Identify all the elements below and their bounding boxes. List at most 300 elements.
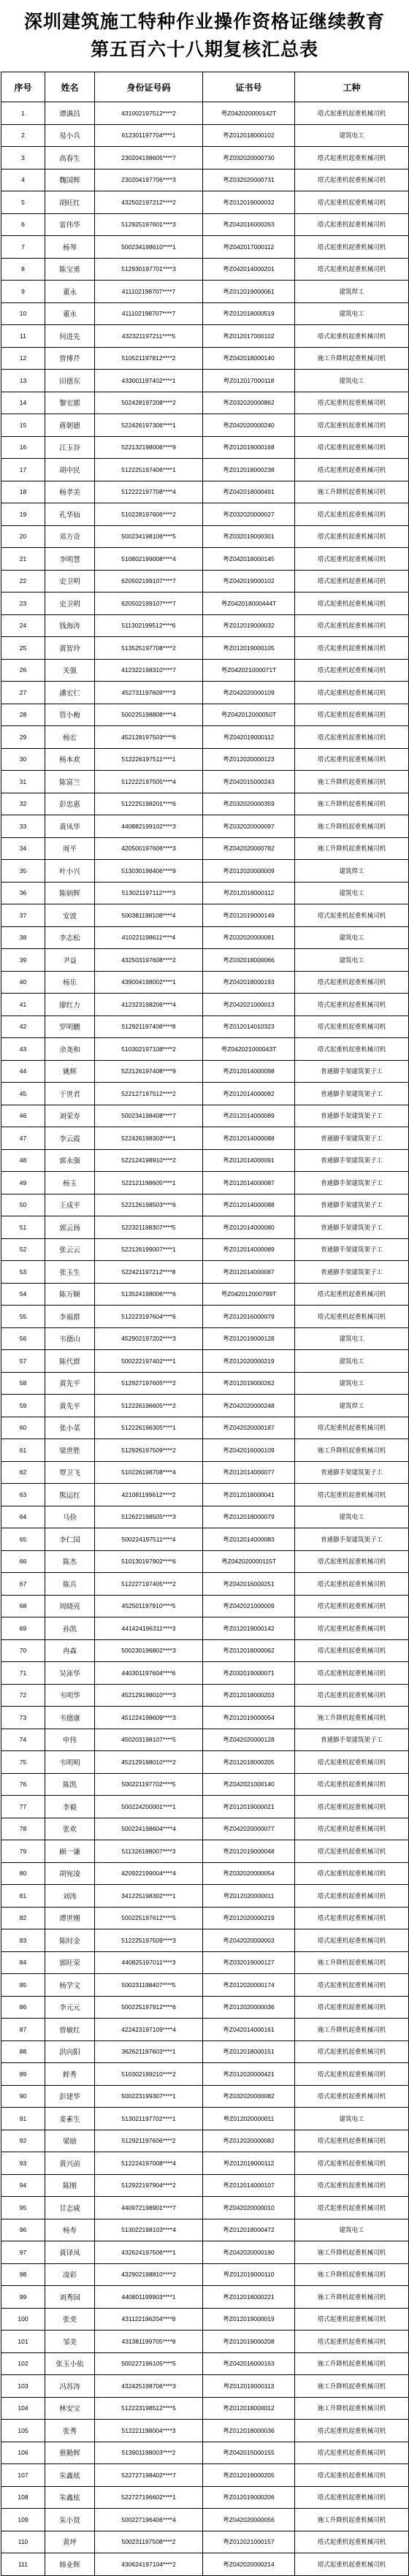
id-number: 440801199903****1 — [95, 2286, 203, 2309]
certificate-number: 粤Z012014000082 — [203, 1083, 295, 1105]
job-type: 塔式起重机起重机械司机 — [295, 1684, 409, 1707]
job-type: 普通脚手架建筑架子工 — [295, 1238, 409, 1261]
id-number: 512225198201****6 — [95, 793, 203, 815]
table-row — [1, 1528, 409, 1551]
worker-name: 曾博芹 — [45, 347, 95, 370]
certificate-number: 粤Z012020000036 — [203, 1996, 295, 2019]
id-number: 422423197109****4 — [95, 2019, 203, 2041]
worker-name: 李仁国 — [45, 1528, 95, 1551]
row-index: 16 — [1, 436, 45, 459]
certificate-number: 粤Z012018000062 — [203, 1639, 295, 1662]
worker-name: 韦德山 — [45, 1327, 95, 1350]
worker-name: 甘志威 — [45, 2197, 95, 2219]
table-row — [1, 1506, 409, 1528]
job-type: 施工升降机起重机械司机 — [295, 2286, 409, 2309]
job-type: 塔式起重机起重机械司机 — [295, 2420, 409, 2442]
row-index: 58 — [1, 1372, 45, 1395]
row-index: 12 — [1, 347, 45, 370]
id-number: 440825197011****3 — [95, 1951, 203, 1974]
worker-name: 安波 — [45, 904, 95, 927]
certificate-number: 粤Z042016000251 — [203, 1573, 295, 1596]
worker-name: 马俭 — [45, 1506, 95, 1528]
worker-name: 胡旺红 — [45, 191, 95, 214]
worker-name: 姚辉 — [45, 1060, 95, 1083]
row-index: 35 — [1, 860, 45, 883]
row-index: 111 — [1, 2553, 45, 2576]
certificate-number: 粤Z042021000071T — [203, 659, 295, 682]
worker-name: 李元元 — [45, 1996, 95, 2019]
worker-name: 陈刚 — [45, 2174, 95, 2197]
worker-name: 朱小贤 — [45, 2509, 95, 2531]
row-index: 67 — [1, 1573, 45, 1596]
certificate-number: 粤Z042020000214 — [203, 2553, 295, 2576]
job-type: 施工升降机起重机械司机 — [295, 1707, 409, 1729]
table-row — [1, 281, 409, 303]
worker-name: 孔华仙 — [45, 503, 95, 526]
table-row — [1, 1038, 409, 1061]
worker-name: 杨乐 — [45, 971, 95, 994]
job-type: 建筑电工 — [295, 949, 409, 972]
worker-name: 蒋朝德 — [45, 414, 95, 437]
worker-name: 冯苏涛 — [45, 2375, 95, 2398]
job-type: 施工升降机起重机械司机 — [295, 1951, 409, 1974]
row-index: 106 — [1, 2442, 45, 2464]
row-index: 49 — [1, 1172, 45, 1194]
table-row — [1, 1662, 409, 1685]
certificate-number: 粤Z012019000032 — [203, 614, 295, 637]
certificate-number: 粤Z012019000142 — [203, 1617, 295, 1640]
row-index: 99 — [1, 2286, 45, 2309]
table-row — [1, 503, 409, 526]
certificate-number: 粤Z012019000149 — [203, 904, 295, 927]
worker-name: 何进先 — [45, 325, 95, 348]
table-row — [1, 1306, 409, 1328]
worker-name: 张奕 — [45, 2308, 95, 2331]
certificate-number: 粤Z042018000140 — [203, 347, 295, 370]
table-row — [1, 1818, 409, 1840]
worker-name: 高春生 — [45, 147, 95, 169]
worker-name: 杨本欢 — [45, 748, 95, 771]
job-type: 塔式起重机起重机械司机 — [295, 2486, 409, 2509]
worker-name: 杨宏 — [45, 726, 95, 749]
job-type: 施工升降机起重机械司机 — [295, 815, 409, 838]
row-index: 97 — [1, 2241, 45, 2264]
worker-name: 李福群 — [45, 1306, 95, 1328]
table-row — [1, 592, 409, 615]
table-row — [1, 2352, 409, 2375]
row-index: 7 — [1, 236, 45, 259]
certificate-number: 粤Z042021000140 — [203, 1773, 295, 1796]
id-number: 522421197212****8 — [95, 1261, 203, 1284]
job-type: 建筑焊工 — [295, 1395, 409, 1417]
certificate-number: 粤Z012018000012 — [203, 2397, 295, 2420]
table-row — [1, 191, 409, 214]
job-type: 施工升降机起重机械司机 — [295, 2375, 409, 2398]
id-number: 230204198605****7 — [95, 147, 203, 169]
certificate-number: 粤Z032020000862 — [203, 392, 295, 414]
worker-name: 廖红力 — [45, 994, 95, 1016]
table-row — [1, 436, 409, 459]
job-type: 普通脚手架建筑架子工 — [295, 1105, 409, 1127]
row-index: 1 — [1, 102, 45, 125]
worker-name: 李毅 — [45, 1796, 95, 1818]
table-row — [1, 570, 409, 592]
table-row — [1, 124, 409, 147]
row-index: 18 — [1, 481, 45, 503]
job-type: 塔式起重机起重机械司机 — [295, 436, 409, 459]
job-type: 建筑电工 — [295, 302, 409, 325]
table-row — [1, 971, 409, 994]
table-row — [1, 548, 409, 571]
id-number: 411102198707****7 — [95, 281, 203, 303]
job-type: 塔式起重机起重机械司机 — [295, 1038, 409, 1061]
certificate-number: 粤Z012018000102 — [203, 124, 295, 147]
certificate-number: 粤Z042019000112 — [203, 726, 295, 749]
row-index: 89 — [1, 2063, 45, 2086]
id-number: 512222197708****4 — [95, 481, 203, 503]
job-type: 塔式起重机起重机械司机 — [295, 1617, 409, 1640]
job-type: 塔式起重机起重机械司机 — [295, 659, 409, 682]
job-type: 塔式起重机起重机械司机 — [295, 213, 409, 236]
id-number: 500234198610****1 — [95, 236, 203, 259]
table-row — [1, 837, 409, 860]
certificate-number: 粤Z012016000079 — [203, 1306, 295, 1328]
certificate-number: 粤Z012018000036 — [203, 2420, 295, 2442]
job-type: 建筑电工 — [295, 2219, 409, 2241]
row-index: 71 — [1, 1662, 45, 1685]
id-number: 512921197408****8 — [95, 1015, 203, 1038]
job-type: 普通脚手架建筑架子工 — [295, 1194, 409, 1216]
table-row — [1, 2397, 409, 2420]
certificate-number: 粤Z042017000112 — [203, 236, 295, 259]
id-number: 500234198408****7 — [95, 1105, 203, 1127]
certificate-number: 粤Z042020000056 — [203, 2509, 295, 2531]
worker-name: 冉森 — [45, 1639, 95, 1662]
worker-name: 黄兴前 — [45, 2152, 95, 2175]
worker-name: 韩业辉 — [45, 2553, 95, 2576]
table-row — [1, 1595, 409, 1617]
row-index: 43 — [1, 1038, 45, 1061]
job-type: 塔式起重机起重机械司机 — [295, 2464, 409, 2487]
row-index: 96 — [1, 2219, 45, 2241]
table-row — [1, 1194, 409, 1216]
job-type: 塔式起重机起重机械司机 — [295, 1015, 409, 1038]
job-type: 建筑电工 — [295, 124, 409, 147]
row-index: 22 — [1, 570, 45, 592]
id-number: 522126199007****1 — [95, 1238, 203, 1261]
table-row — [1, 481, 409, 503]
worker-name: 胡中民 — [45, 459, 95, 481]
table-row — [1, 2331, 409, 2353]
job-type: 塔式起重机起重机械司机 — [295, 325, 409, 348]
id-number: 430624197104****2 — [95, 2553, 203, 2576]
row-index: 66 — [1, 1550, 45, 1573]
worker-name: 朱鑫炫 — [45, 2486, 95, 2509]
worker-name: 韦明华 — [45, 1684, 95, 1707]
table-row — [1, 1216, 409, 1239]
table-row — [1, 2375, 409, 2398]
certificate-number: 粤Z032020000731 — [203, 169, 295, 191]
row-index: 60 — [1, 1417, 45, 1439]
certificate-number: 粤Z012020000174 — [203, 1974, 295, 1997]
certificate-number: 粤Z012020000011 — [203, 1885, 295, 1908]
worker-name: 黄智玲 — [45, 637, 95, 660]
row-index: 107 — [1, 2464, 45, 2487]
table-row — [1, 815, 409, 838]
job-type: 塔式起重机起重机械司机 — [295, 2197, 409, 2219]
job-type: 塔式起重机起重机械司机 — [295, 904, 409, 927]
worker-name: 易小兵 — [45, 124, 95, 147]
row-index: 76 — [1, 1773, 45, 1796]
table-row — [1, 1929, 409, 1952]
table-row — [1, 614, 409, 637]
table-row — [1, 637, 409, 660]
job-type: 塔式起重机起重机械司机 — [295, 1862, 409, 1885]
worker-name: 张玉生 — [45, 1261, 95, 1284]
table-row — [1, 1417, 409, 1439]
id-number: 362621197603****1 — [95, 2040, 203, 2063]
certificate-number: 粤Z012017000102 — [203, 325, 295, 348]
row-index: 9 — [1, 281, 45, 303]
row-index: 105 — [1, 2420, 45, 2442]
id-number: 420500197606****3 — [95, 837, 203, 860]
job-type: 塔式起重机起重机械司机 — [295, 236, 409, 259]
table-row — [1, 1083, 409, 1105]
certificate-number: 粤Z032020000027 — [203, 503, 295, 526]
table-row — [1, 258, 409, 281]
row-index: 65 — [1, 1528, 45, 1551]
worker-name: 梁世胜 — [45, 1439, 95, 1462]
worker-name: 黄先平 — [45, 1395, 95, 1417]
certificate-number: 粤Z042018000145 — [203, 548, 295, 571]
certificate-number: 粤Z012014000089 — [203, 1238, 295, 1261]
certificate-number: 粤Z042020000248 — [203, 1395, 295, 1417]
row-index: 2 — [1, 124, 45, 147]
row-index: 51 — [1, 1216, 45, 1239]
table-row — [1, 2019, 409, 2041]
table-row — [1, 1751, 409, 1774]
table-row — [1, 2197, 409, 2219]
certificate-number: 粤Z042020000077 — [203, 1818, 295, 1840]
table-row — [1, 370, 409, 392]
id-number: 432503197608****2 — [95, 949, 203, 972]
certificate-number: 粤Z012014000107 — [203, 2174, 295, 2197]
table-row — [1, 347, 409, 370]
id-number: 500227196105****5 — [95, 2352, 203, 2375]
worker-name: 郭永强 — [45, 1149, 95, 1172]
id-number: 439004198002****1 — [95, 971, 203, 994]
certificate-number: 粤Z012019000206 — [203, 2486, 295, 2509]
certificate-number: 粤Z012018000041 — [203, 1484, 295, 1506]
certificate-number: 粤Z012019000205 — [203, 2464, 295, 2487]
row-index: 90 — [1, 2085, 45, 2108]
certificate-number: 粤Z042019000102 — [203, 570, 295, 592]
certificate-number: 粤Z012020000219 — [203, 1907, 295, 1929]
id-number: 522727198402****7 — [95, 2464, 203, 2487]
job-type: 塔式起重机起重机械司机 — [295, 102, 409, 125]
id-number: 500224198604****4 — [95, 1818, 203, 1840]
table-row — [1, 2152, 409, 2175]
table-row — [1, 904, 409, 927]
row-index: 83 — [1, 1929, 45, 1952]
row-index: 85 — [1, 1974, 45, 1997]
row-index: 29 — [1, 726, 45, 749]
header-row — [1, 72, 409, 102]
worker-name: 韦明明 — [45, 1751, 95, 1774]
row-index: 27 — [1, 682, 45, 704]
row-index: 78 — [1, 1818, 45, 1840]
job-type: 塔式起重机起重机械司机 — [295, 1929, 409, 1952]
worker-name: 钱海涛 — [45, 614, 95, 637]
table-row — [1, 1283, 409, 1306]
job-type: 塔式起重机起重机械司机 — [295, 2308, 409, 2331]
certificate-number: 粤Z042016000109 — [203, 1439, 295, 1462]
table-row — [1, 169, 409, 191]
worker-name: 张云云 — [45, 1238, 95, 1261]
certificate-number: 粤Z012018000221 — [203, 2286, 295, 2309]
certificate-number: 粤Z042012000799T — [203, 1283, 295, 1306]
job-type: 塔式起重机起重机械司机 — [295, 1996, 409, 2019]
table-row — [1, 926, 409, 949]
worker-name: 彭建华 — [45, 2085, 95, 2108]
worker-name: 黄凤华 — [45, 815, 95, 838]
id-number: 513525197708****2 — [95, 637, 203, 660]
worker-name: 叶小兴 — [45, 860, 95, 883]
row-index: 102 — [1, 2352, 45, 2375]
job-type: 塔式起重机起重机械司机 — [295, 1595, 409, 1617]
table-row — [1, 1684, 409, 1707]
id-number: 500230196802****3 — [95, 1639, 203, 1662]
table-row — [1, 102, 409, 125]
id-number: 451224198609****3 — [95, 1707, 203, 1729]
id-number: 512226197511****1 — [95, 748, 203, 771]
certificate-number: 粤Z042012000050T — [203, 704, 295, 726]
id-number: 620502199107****7 — [95, 592, 203, 615]
job-type: 施工升降机起重机械司机 — [295, 1439, 409, 1462]
worker-name: 张欢 — [45, 1818, 95, 1840]
table-row — [1, 1238, 409, 1261]
certificate-number: 粤Z012014000080 — [203, 1216, 295, 1239]
row-index: 19 — [1, 503, 45, 526]
certificate-number: 粤Z012019000262 — [203, 1372, 295, 1395]
id-number: 440972198901****7 — [95, 2197, 203, 2219]
row-index: 38 — [1, 926, 45, 949]
certificate-number: 粤Z012019000032 — [203, 191, 295, 214]
certificate-number: 粤Z012019000061 — [203, 281, 295, 303]
worker-name: 姜素生 — [45, 2108, 95, 2130]
row-index: 87 — [1, 2019, 45, 2041]
id-number: 512227197405****2 — [95, 1573, 203, 1596]
row-index: 72 — [1, 1684, 45, 1707]
id-number: 440882199102****3 — [95, 815, 203, 838]
table-row — [1, 1617, 409, 1640]
table-header — [1, 72, 409, 102]
table-row — [1, 1907, 409, 1929]
job-type: 建筑电工 — [295, 926, 409, 949]
certificate-number: 粤Z042014000161 — [203, 2019, 295, 2041]
worker-name: 于世君 — [45, 1083, 95, 1105]
job-type: 塔式起重机起重机械司机 — [295, 2331, 409, 2353]
table-row — [1, 1862, 409, 1885]
title-line-1: 深圳建筑施工特种作业操作资格证继续教育 — [23, 11, 385, 32]
worker-name: 尹益 — [45, 949, 95, 972]
worker-name: 洪向阳 — [45, 2040, 95, 2063]
certificate-number: 粤Z042014000201 — [203, 258, 295, 281]
id-number: 512224197008****4 — [95, 2152, 203, 2175]
certificate-number: 粤Z012019000105 — [203, 637, 295, 660]
worker-name: 陈富兰 — [45, 771, 95, 793]
worker-name: 杨琴 — [45, 236, 95, 259]
job-type: 塔式起重机起重机械司机 — [295, 503, 409, 526]
worker-name: 刘荣寿 — [45, 1105, 95, 1127]
row-index: 59 — [1, 1395, 45, 1417]
row-index: 45 — [1, 1083, 45, 1105]
certificate-number: 粤Z032020000054 — [203, 1862, 295, 1885]
row-index: 41 — [1, 994, 45, 1016]
row-index: 63 — [1, 1484, 45, 1506]
job-type: 建筑电工 — [295, 370, 409, 392]
worker-name: 江玉谷 — [45, 436, 95, 459]
worker-name: 周晓亮 — [45, 1595, 95, 1617]
table-row — [1, 949, 409, 972]
row-index: 17 — [1, 459, 45, 481]
table-row — [1, 1796, 409, 1818]
worker-name: 陈万顺 — [45, 1283, 95, 1306]
row-index: 34 — [1, 837, 45, 860]
table-row — [1, 2263, 409, 2286]
table-row — [1, 1015, 409, 1038]
table-row — [1, 1840, 409, 1863]
id-number: 500225197612****5 — [95, 1907, 203, 1929]
certificate-number: 粤Z012019000019 — [203, 2308, 295, 2331]
id-number: 500231198407****5 — [95, 1974, 203, 1997]
row-index: 98 — [1, 2263, 45, 2286]
row-index: 86 — [1, 1996, 45, 2019]
id-number: 512921197606****2 — [95, 2130, 203, 2152]
row-index: 10 — [1, 302, 45, 325]
table-row — [1, 659, 409, 682]
id-number: 522121198605****1 — [95, 1172, 203, 1194]
worker-name: 黄先平 — [45, 1372, 95, 1395]
job-type: 塔式起重机起重机械司机 — [295, 704, 409, 726]
id-number: 433001197402****1 — [95, 370, 203, 392]
job-type: 普通脚手架建筑架子工 — [295, 1216, 409, 1239]
job-type: 建筑电工 — [295, 882, 409, 904]
id-number: 432425198706****3 — [95, 2375, 203, 2398]
job-type: 塔式起重机起重机械司机 — [295, 2152, 409, 2175]
row-index: 94 — [1, 2174, 45, 2197]
worker-name: 梁励 — [45, 2130, 95, 2152]
worker-name: 陈兵 — [45, 1573, 95, 1596]
certificate-number: 粤Z042021000013 — [203, 994, 295, 1016]
job-type: 建筑电工 — [295, 1506, 409, 1528]
certificate-number: 粤Z012020000421 — [203, 2063, 295, 2086]
row-index: 13 — [1, 370, 45, 392]
row-index: 79 — [1, 1840, 45, 1863]
row-index: 77 — [1, 1796, 45, 1818]
job-type: 塔式起重机起重机械司机 — [295, 414, 409, 437]
row-index: 68 — [1, 1595, 45, 1617]
id-number: 512226196305****1 — [95, 1417, 203, 1439]
id-number: 500381198108****4 — [95, 904, 203, 927]
row-index: 4 — [1, 169, 45, 191]
id-number: 500224200001****1 — [95, 1796, 203, 1818]
id-number: 512925197601****3 — [95, 213, 203, 236]
row-index: 110 — [1, 2531, 45, 2553]
worker-name: 管小梅 — [45, 704, 95, 726]
job-type: 塔式起重机起重机械司机 — [295, 1484, 409, 1506]
worker-name: 黎宏都 — [45, 392, 95, 414]
